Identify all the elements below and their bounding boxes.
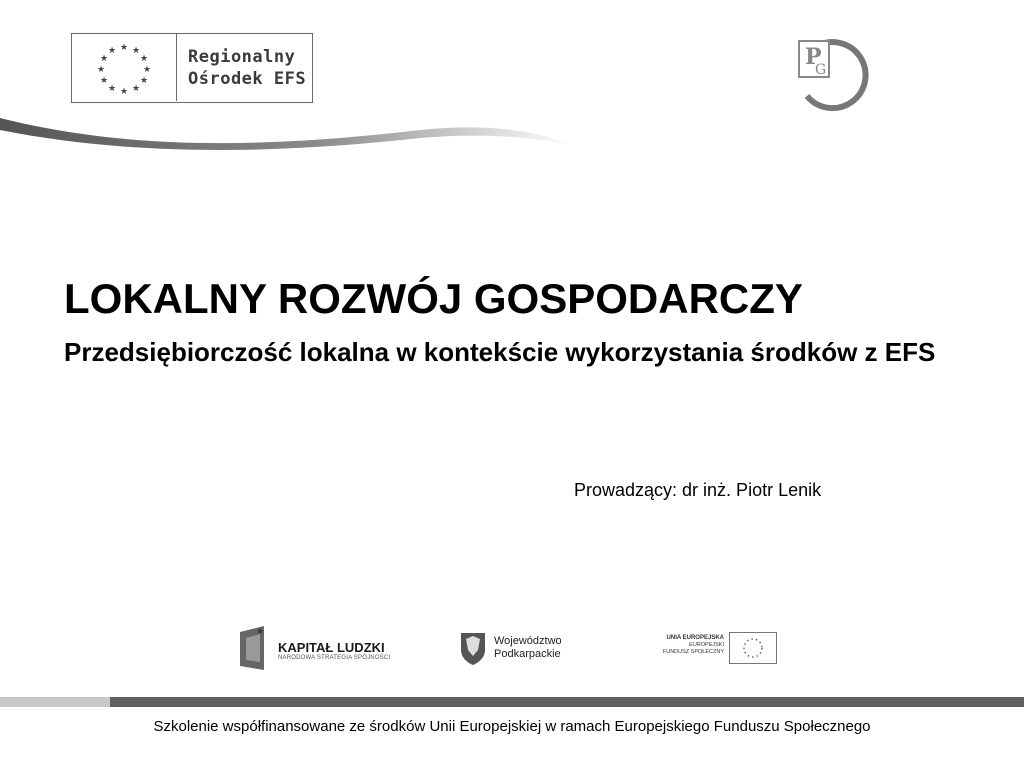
svg-text:★: ★	[119, 43, 129, 53]
kapital-ludzki-title: KAPITAŁ LUDZKI	[278, 640, 385, 655]
wojewodztwo-line1: Województwo	[494, 635, 562, 647]
svg-text:★: ★	[131, 84, 141, 94]
svg-text:★: ★	[139, 76, 149, 86]
wojewodztwo-line2: Podkarpackie	[494, 648, 561, 660]
svg-text:★: ★	[142, 65, 152, 75]
svg-text:★: ★	[107, 46, 117, 56]
efs-logo	[71, 33, 313, 103]
pig-logo-icon	[795, 38, 875, 119]
ue-line2: EUROPEJSKI	[689, 642, 724, 648]
eu-flag-icon	[729, 632, 777, 664]
svg-text:★: ★	[131, 46, 141, 56]
page-subtitle: Przedsiębiorczość lokalna w kontekście wykorzystania środków z EFS	[64, 337, 936, 367]
svg-text:★: ★	[256, 627, 265, 637]
page-title: LOKALNY ROZWÓJ GOSPODARCZY	[64, 275, 803, 322]
footer-text: Szkolenie współfinansowane ze środków Unii Europejskiej w ramach Europejskiego Funduszu Społecznego	[153, 718, 871, 735]
kapital-ludzki-subtitle: NARODOWA STRATEGIA SPÓJNOŚCI	[278, 655, 391, 661]
svg-text:G: G	[815, 62, 827, 78]
presenter-text: Prowadzący: dr inż. Piotr Lenik	[574, 480, 822, 500]
footer-bar-light	[0, 697, 110, 707]
ue-line1: UNIA EUROPEJSKA	[666, 635, 724, 641]
wojewodztwo-podkarpackie-logo	[458, 630, 568, 666]
svg-text:★: ★	[99, 54, 109, 64]
svg-text:★: ★	[107, 84, 117, 94]
efs-logo-text	[188, 46, 306, 90]
svg-text:★: ★	[119, 87, 129, 97]
wojewodztwo-text	[494, 635, 562, 661]
efs-logo-line1: Regionalny	[188, 47, 296, 67]
svg-text:★: ★	[139, 54, 149, 64]
eu-flag-icon	[72, 34, 177, 101]
ue-line3: FUNDUSZ SPOŁECZNY	[662, 649, 724, 655]
svg-text:★: ★	[96, 65, 106, 75]
kapital-ludzki-icon	[234, 622, 274, 679]
footer-bar-dark	[110, 697, 1024, 707]
coat-of-arms-icon	[458, 630, 488, 671]
unia-europejska-logo	[656, 632, 778, 666]
svg-text:P: P	[805, 44, 822, 70]
svg-text:★: ★	[99, 76, 109, 86]
kapital-ludzki-logo	[234, 622, 394, 674]
efs-logo-line2: Ośrodek EFS	[188, 69, 307, 89]
unia-europejska-text	[656, 635, 724, 656]
decorative-swoosh	[0, 108, 580, 161]
